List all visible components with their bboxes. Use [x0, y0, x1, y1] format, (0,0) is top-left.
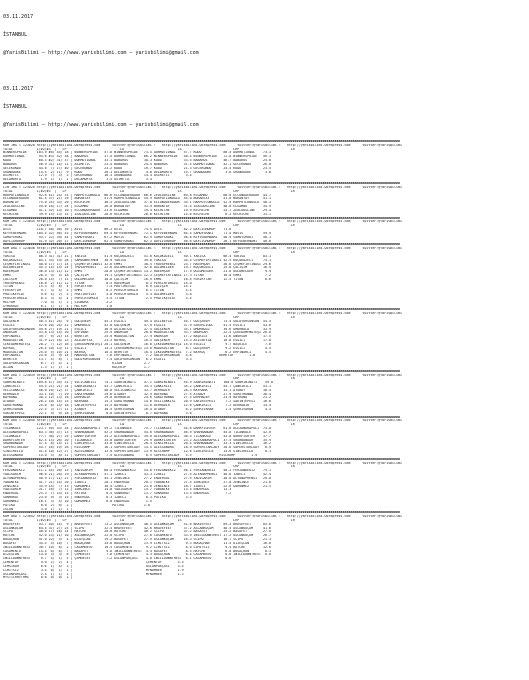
- listing-line: TOTAL 1/#2/#3 | LP LA LS LRP LR: [3, 518, 295, 522]
- listing-line: ŞEHRIVARAN 22.5 3/ 17/ 11 | ATABOY 10.5 ŞEHRIVARAN 10.4 ATABOY 6.2 ŞEHRIVARAN 1.5 ŞEHRIVARAN 4.5: [3, 407, 271, 411]
- listing-line: TOTAL 1/#2/#3 | LP LA LS LRP LR: [3, 465, 295, 469]
- listing-line: TRUVAPRENSI 16.0 2/ 11/ 12 | TITAN 8.5 HAEEMŞAH 8.3 PERSCHTOHGLU 14.0: [3, 281, 192, 285]
- listing-line: ONURSAH 43.8 13/ 14/ 20 | ERPİNAR 25.9 ONURSAH 28.8 MADOSULTAN 33.7 ONURSAH 22.4 ÇEKEDÖMEMATEŞİ 26.0: [3, 331, 271, 335]
- listing-line: BİJAN 1.3 1/ 1/ 1 | KAÇERİP 1.7: [3, 365, 150, 369]
- listing-line: TOTAL 1/#2/#3 | LP LA LS LRP LR: [3, 423, 295, 427]
- listing-line: DİZEŞLAN 14.0 3/ 3/ 6 | ÇEMENTAY 7.6 ÇEMENTAY 4.3 BOĞAÇHAN 6.4 CASAMENTO 6.6 IWILLDOWNTHEST 6.8: [3, 553, 271, 557]
- section-separator: ########################################################################################################################################################################################################: [3, 182, 400, 186]
- listing-line: TOTAL 1/#2/#3 | LP LA LS LRP LR: [3, 251, 295, 255]
- listing-line: TOTAL 1/#2/#3 | LP LA LS LRP LR: [3, 147, 295, 151]
- header-repeat-source-line: @YarisBilimi — http://www.yarisbilimi.com — yarisbilimi@gmail.com: [3, 122, 199, 128]
- listing-line: TOTAL 1/#2/#3 | LP LA LS LRP LR: [3, 189, 295, 193]
- listing-line: DORMOTIONAL 94.6 #3/ 42/ 38 | BABAROS 37.5 DORMOTIONAL 66.2 WINNERSPRIDE 48.5 WINNERSPRIDE 72.8 WINNERSPRIDE 56.3: [3, 155, 271, 159]
- listing-line: YABANIKE 41.7 21/ 14/ 20 | İZBELİ 28.1 ENDERGÜL 28.1 YABANIKE 27.5 ZENGİNCE 27.8 ZENGİNCE 21.6: [3, 480, 271, 484]
- listing-line: CEMSIRAH 6.6 1/ 4/ 3 | ASLANPARÇASI 3.5: [3, 564, 184, 568]
- listing-line: FERIKYTAH 9.7 3/ 4/ 5 | EMMI 6.2 PERSCHTOHGLU 6.1 TITAN 4.4: [3, 289, 192, 293]
- listing-line: WINNERSPRIDE 103.9 #6/ 45/ 18 | WINNERSPRIDE 57.6 WINNERSPRIDE 73.5 DORMOTIONAL 57.7 KUDO 80.5 DORMOTIONAL 73.3: [3, 151, 271, 155]
- race-results-listing: [3, 140, 526, 580]
- listing-line: ÇEKEDÖMEMATEŞİ 28.2 7/ 12/ 16 | ÇEKEDÖMEMATEŞİ 20.1 GULŞENİM 16.0 ÇEKEDÖMEMATEŞİ 15.0 ESGİLİ 9.7 BAŞKİLE 7.6: [3, 342, 271, 346]
- listing-line: ÇEŞMEFIRTINASI 48.0 17/ 17/ 14 | ÇEŞMEFIRTINASI 32.6 EMMI 38.5 TRUVAPRENSI 23.7 HAEEMŞAH 26.6 ÇEŞMEFIRTINASI 29.6: [3, 262, 271, 266]
- listing-line: DELAMORTA 1.9 1/ 1/ 1 | DELAMORTA 3.5 ASİMETİC 3.4: [3, 178, 152, 182]
- listing-line: DARKFIGHTER 62.4 15/ 26/ 20 | TILANKALE 34.0 DARKFIGHTER 29.9 DARKFIGHTER 23.2 ALEXANDRAPOLI 37.5 SHAHBANDAR 35.9: [3, 438, 271, 442]
- listing-line: PRATIKEVIAT 9.6 4/ 2/ 5 | PRATIKEVIAT 5.8 PERSCHTOHGLU 5.4 OGLUMELDER 3.8: [3, 293, 192, 297]
- listing-line: KUM 1MG = 123035 http://yarisbilimi.wordpress.com twitter:@YarisBilimi : http://yarisbilimi.wordpress.com twitter:@YarisBilimi : http://yarisbilimi.wordpress.com twitter:@YarisBilimi: [3, 220, 402, 224]
- listing-line: GRANDDUKE 14.5 2/ 11/ 9 | KUDO 20.1 DELAMORTA 4.8 DELAMORTA 15.7 GRANDDUKE 3.6 GRANDDUKE 3.6: [3, 170, 271, 174]
- listing-line: HAEEMŞAH 36.0 13/ 11/ 12 | EMMI 20.0 ÇEŞMEFIRTINASI 13.2 HAEEMŞAH 17.9 OGLUMELDER 21.6 OGLUMELDER 9.9: [3, 270, 271, 274]
- listing-line: GÜLÜYORSUNSUNDÜR 49.6 27/ 19/ 21 | ESGİLİ 36.9 ASİLBEYZA 37.5 GULŞENİM 35.1 ÖMÜRBOLÜ 39.6 ÖMÜRBOLÜ 33.9: [3, 327, 271, 331]
- listing-line: BERKTİR 13.7 4/ 6/ 7 | GÜLÜYORSUNSUN 7.4 GÜLÜYORSUNSUN 6.2 ESGİLİ 3.3: [3, 358, 192, 362]
- listing-line: DAYLIGHDROP 51.9 32/ 20/ 17 | DAYLIGHDROP 62.4 SAMOYSRAKI 62.3 DAYLIGHDROP 46.6 DAYLIGHDROP 26.1 KEYVEBERNAMI 40.0: [3, 239, 271, 243]
- listing-line: KUM ARA = 123036 http://yarisbilimi.wordpress.com twitter:@YarisBilimi : http://yarisbilimi.wordpress.com twitter:@YarisBilimi : http://yarisbilimi.wordpress.com twitter:@YarisBilimi: [3, 247, 402, 251]
- listing-line: SAMOYSRAKI 93.7 22/ 39/ 44 | SAMOYSRAKI 67.2 MAVIS 62.9 SAMOYSRAKI 56.6 KEYVEBERNAMI 58.9 SAMOYSRAKI 56.1: [3, 235, 271, 239]
- listing-line: BAYRANA 30.3 12/ 13/ 16 | DERHADIR 29.0 DERHADIR 24.6 SARATHONNA 27.5 DERHADIR 23.9 BAYRANA 21.2: [3, 396, 271, 400]
- listing-line: BAYKOÇ 26.4 10/ 13/ 11 | ESGİLİ 14.3 ÇEKEDÖMEMATEŞİ 13.8 MADOSULTAN 8.7 GULŞENİM 9.2 ESGİLİ 4.5: [3, 346, 271, 350]
- listing-line: GÖRÜNMEZ 16.1 3/ 4/ 10 | GÖRÜNMEZ 6.0 ENDERGÜL 1.5: [3, 499, 152, 503]
- listing-line: MADOSULTAN 31.9 12/ 16/ 13 | ASİLBEYZA 23.3 BAYKOÇ 16.5 GULŞENİM 15.3 ASİLBEYZA 10.8 ESGİLİ 17.0: [3, 339, 271, 343]
- listing-line: KUM ARA = 123042 http://yarisbilimi.wordpress.com twitter:@YarisBilimi : http://yarisbilimi.wordpress.com twitter:@YarisBilimi : http://yarisbilimi.wordpress.com twitter:@YarisBilimi: [3, 515, 402, 519]
- header-repeat-city: İSTANBUL: [3, 104, 28, 110]
- listing-line: KUDO 60.3 #2/ 31/ 37 | DORMOTIONAL 33.1 BABAROS 38.3 KUDO 33.5 BABAROS 46.7 BABAROS 25.8: [3, 159, 271, 163]
- listing-line: ENDERGÜL 25.3 7/ 15/ 15 | PATIKA 8.5 SONHURAT 13.7 SONHURAT 13.3 ENDERGÜL 7.2: [3, 492, 232, 496]
- listing-line: KUM ARA = 123040 http://yarisbilimi.wordpress.com twitter:@YarisBilimi : http://yarisbilimi.wordpress.com twitter:@YarisBilimi : http://yarisbilimi.wordpress.com twitter:@YarisBilimi: [3, 419, 402, 423]
- listing-line: OGLUMELDER 45.3 14/ 15/ 24 | TRUVAPRENSI 22.8 OGLUMELDER 32.6 OGLUMELDER 19.7 KÜÇÜKÜZELİ 25.6 ÇALIŞIM 16.9: [3, 266, 271, 270]
- listing-line: TILANKALE 77.7 36/ 27/ 25 | DARKFIGHTER 34.2 ALEXANDRAPOLI 39.0 ALEXANDRAPOLI 38.5 TILANKALE 43.0 DARKFIGHTER 37.7: [3, 434, 271, 438]
- listing-line: BRAVEFEET 93.7 40/ 14/ 9 | BRAVEFEET 73.2 ASLANKOÇUM 46.5 ASLANKOÇUM 51.6 BRAVEFEET 89.3 BRAVEFEET 85.6: [3, 522, 271, 526]
- listing-line: SAKİNTEPESİ 22.1 9/ 9/ 18 | ŞEHRIVARAN 8.8 SAKİNTEPESİ 8.7 BAYRANA 3.6: [3, 411, 192, 415]
- listing-line: VELİCANKİSİ 56.0 16/ 12/ 37 | ÇANKIRILI 48.0 VELİCANKİSİ 33.7 DERHADIR 28.3 BAYRANA 33.1 ATABOY 30.4: [3, 388, 271, 392]
- listing-line: MYSTICRHYTHMS 0.6 0/ 0/ 1 |: [3, 576, 73, 580]
- listing-line: IWILLDOWNTHEST 30.7 10/ 8/ 2 | CASAMENTO 10.5 CASAMENTO 9.2 LİMITSİZ 8.9 LİMITSİZ 9.5 HATCHE 12.6: [3, 545, 271, 549]
- listing-line: ZEALOUSLINE 59.6 18/ 17/ 24 | ELGAMBO 26.0 BORANTAY 33.9 BORANTAY 31.4 ZEALOUSLINE 48.8 ELGAMBO 34.9: [3, 205, 271, 209]
- section-separator: ########################################################################################################################################################################################################: [3, 415, 400, 419]
- listing-line: BORANTAY 75.0 24/ 33/ 20 | KECHICHE 38.5 ZEALOUSLINE 37.8 ELCONQUERADOR 35.1 HARPUTLUNOĞLU 52.9 HARPUTLUNOĞLU 40.3: [3, 201, 271, 205]
- listing-line: FERZANDEKIZ 111.1 45/ 26/ 15 | YADIGARIM 68.4 FERZANDEKIZ 54.0 FERZANDEKIZ 56.1 FERZANDEKIZ 50.2 FERZANDEKIZ 75.1: [3, 469, 271, 473]
- listing-line: PATIKA 6.0 2/ 0/ 2 | PATIKA 1.0: [3, 503, 150, 507]
- listing-line: SABRİNİNATI 109.8 47/ 34/ 31 | VELİCANKİSİ 74.1 SABRİNİNATI 47.1 SABRİNİNATI 54.9 SABRİNİNATI 100.0 SABRİNİNATI 59.0: [3, 381, 273, 385]
- listing-line: ÇEMENTAY 9.0 2/ 2/ 4 | ÇEMENTAY 4.5: [3, 561, 184, 565]
- listing-line: SCIPO 48.0 17/ 16/ 14 | HATCHE 28.0 HATCHE 40.2 SCIPO 37.2 BASAFET 25.2 BASAFET 27.0: [3, 530, 271, 534]
- listing-line: TILANKALE 123.7 50/ 33/ 35 | ALEXANDRAPOLI 59.2 TILANKALE 75.7 TILANKALE 54.6 DARKFIGHTER 61.8 ALEXANDRAPOLI 75.0: [3, 427, 271, 431]
- listing-line: BASAFET 34.5 5/ 10/ 7 | BOĞAÇHAN 14.8 BOĞAÇHAN 13.9 LİMITSİZ 9.3 BOĞAÇHAN 11.5 DİZEŞLAN 16.8: [3, 541, 271, 545]
- listing-line: İSLAN 3.0 1/ 1/ 1 |: [3, 507, 73, 511]
- results-document: [3, 2, 526, 678]
- section-separator: ########################################################################################################################################################################################################: [3, 308, 400, 312]
- listing-line: CİM 1MG = 123028 http://yarisbilimi.wordpress.com twitter:@YarisBilimi : http://yarisbilimi.wordpress.com twitter:@YarisBilimi : http://yarisbilimi.wordpress.com twitter:@YarisBilimi: [3, 185, 402, 189]
- listing-line: LİMITSİZ 3.4 0/ 1/ 1 | MYNUMBER 1.9: [3, 568, 184, 572]
- header-city: İSTANBUL: [3, 32, 28, 38]
- listing-line: SARATHONNA 25.0 8/ 14/ 18 | SAKİNTEPESİ 14.5 BAYRANA 11.0 DERHADIR 12.6 ÇANKIRILI 7.2 DERHADIR 14.4: [3, 404, 271, 408]
- listing-line: CASAMENTO 14.4 6/ 6/ 7 | BASAFET 9.6 IWILLDOWNTHEST 4.4 BASAFET 8.5 HATCHE 6.0 BOĞAÇHAN 8.3: [3, 549, 271, 553]
- listing-line: HELYUM 7.0 5/ 1/ 2 | SIGNORA 2.2: [3, 300, 113, 304]
- listing-line: GYMORRAY 6.1 1/ 1/ 4 | HELYUM 1.0: [3, 304, 113, 308]
- listing-line: BABAROS 56.9 31/ 14/ 11 | ASİMETİC 23.4 BABAROS 24.4 BABAROS 31.5 DORMOTIONAL 42.1 GECEKONDU 26.0: [3, 162, 271, 166]
- listing-line: BOĞAÇHAN 41.0 22/ 5/ 4 | DİZEŞLAN 19.2 BASAFET 27.5 ASLANKOÇUM 16.3 SCIPO 16.7 SCIPO 21.3: [3, 538, 271, 542]
- section-separator: ########################################################################################################################################################################################################: [3, 511, 400, 515]
- document-header-repeat: [3, 74, 526, 140]
- listing-line: ELCONQUERADOR 81.4 37/ 21/ 29 | BORANTAY 51.9 HARPUTLUNOĞLU 54.9 HARPUTLUNOĞLU 55.0 BORANTAY 51.0 BORANTAY 41.1: [3, 197, 271, 201]
- listing-line: SHAHBANDAR 57.4 8/ 14/ 11 | SINSIRELLA 33.8 SINSIRELLA 28.4 SINSIRELLA 20.4 SHAHBANDAR 33.3 SINSIRELLA 16.2: [3, 442, 271, 446]
- section-separator: ########################################################################################################################################################################################################: [3, 140, 400, 143]
- listing-line: DERHADIR 33.1 10/ 7/ 29 | SARATHONNA 29.6 ATABOY 32.9 BAYRANA 27.5 ATABOY 27.9 SARATHONNA 30.4: [3, 392, 271, 396]
- header-source-line: @YarisBilimi — http://www.yarisbilimi.com — yarisbilimi@gmail.com: [3, 50, 199, 56]
- listing-line: KUM ARA = 123039 http://yarisbilimi.wordpress.com twitter:@YarisBilimi : http://yarisbilimi.wordpress.com twitter:@YarisBilimi : http://yarisbilimi.wordpress.com twitter:@YarisBilimi: [3, 373, 402, 377]
- listing-line: KUM ARA = 123038 http://yarisbilimi.wordpress.com twitter:@YarisBilimi : http://yarisbilimi.wordpress.com twitter:@YarisBilimi : http://yarisbilimi.wordpress.com twitter:@YarisBilimi: [3, 312, 402, 316]
- listing-line: KÜÇÜKÜZELİ 84.1 33/ 19/ 28 | SAMSONKEYMEN 30.9 YAKISA 39.0 YAKISA 34.4 CESMEFIRTINASI 42.5 KÜÇÜKÜZELİ 74.1: [3, 258, 271, 262]
- listing-line: YADIGARIM 31.7 16/ 7/ 11 | ZENGİNCE 14.0 YADIGARIM 14.7 YABANIKE 13.5 ENDERGÜL 13.3: [3, 488, 232, 492]
- listing-line: ESGİLİ 52.6 26/ 24/ 22 | ÖMÜRBOLÜ 42.0 GULŞENİM 47.9 ESGİLİ 37.9 SEKERLİGÖL 41.5 ESGİLİ 43.0: [3, 323, 271, 327]
- listing-line: HATCHE 42.0 23/ 11/ 10 | ASLANKOÇUM 22.0 SCIPO 27.0 CASAMENTO 33.9 IWILLDOWNTHEST 17.2 ASLANKOÇUM 26.7: [3, 534, 271, 538]
- listing-line: ASİMETİC 12.9 7/ 3/ 2 | GECEKONDU 16.3 GRANDDUKE 14.4 ASİMETİC 3.4: [3, 174, 192, 178]
- listing-line: SINSIRELLA 51.4 10/ 12/ 27 | ALESSANDRA 13.9 SUPERSTARLADY 13.9 RISCHAMP 12.6 SINSIRELLA 14.6 SINSIRELLA 8.1: [3, 450, 271, 454]
- listing-line: TOTAL 1/#2/#3 | LP LA LS LRP LR: [3, 316, 295, 320]
- listing-line: ÇANKIRILI 59.5 21/ 21/ 14 | SABRİNİNATI 53.7 ÇANKIRILI 34.3 ÇANKIRILI 34.2 ÇANKIRILI 54.7 ÇANKIRILI 53.1: [3, 385, 271, 388]
- section-separator: ########################################################################################################################################################################################################: [3, 457, 400, 461]
- listing-line: GECEKONDU 44.6 7/ 17/ 40 | GECEKONDU 23.2 KUDO 19.7 KUDO 21.3 GECEKONDU 24.5 KUDO 23.5: [3, 166, 271, 170]
- listing-line: ÇALIŞIM 26.0 14/ 7/ 11 | OGLUMELDER 18.8 ÇALIŞIM 10.9 EMMI 16.4 FERIKYTAH 12.5 TITAN 6.6: [3, 277, 271, 281]
- listing-line: AVIS 110.7 48/ 30/ 39 | AVIS 86.2 AVIS 74.5 AVIS 82.2 DAYLIGHDROP 71.6: [3, 228, 232, 232]
- listing-line: EMMI 26.3 9/ 5/ 18 | ÇALIŞIM 19.1 ÇEŞMEFIRTINASI 12.3 ÇEŞMEFIRTINASI 17.3 TITAN 16.0 EMMI 7.2: [3, 273, 271, 277]
- listing-line: ERPİNARLI 39.7 9/ 21/ 15 | BERKTİR 25.9 MADOSULTAN 27.9 ONURSAH 17.2 BAŞKİLE 11.6 ONURSAH 17.5: [3, 335, 271, 339]
- listing-line: ALYANAPRENSI 48.9 17/ 11/ 21 | FERZANDEKIZ 45.1 ZENGİNCE 27.2 ENDERGÜL 27.5 YADIGARIM 38.0 ALYANAPRENSI 29.8: [3, 476, 271, 480]
- listing-line: TOTAL 1/#2/#3 | LP LA LS LRP LR: [3, 377, 295, 381]
- listing-line: ASLANKOÇUM 64.5 37/ 27/ 25 | SCIPO 32.5 BRAVEFEET 42.8 BRAVEFEET 37.2 ASLANKOÇUM 48.5 ASLANKOÇUM 41.6: [3, 526, 271, 530]
- section-separator: ########################################################################################################################################################################################################: [3, 369, 400, 373]
- listing-line: IWILLDOWNTHEST 9.7 4/ 1/ 5 | ÇEMENTAY 7.2 ASLANPARÇASI 4.0 IWILLDOWNTHEST 6.1 CASAMENTO 6.6: [3, 557, 232, 561]
- listing-line: KUM ARA = 123041 http://yarisbilimi.wordpress.com twitter:@YarisBilimi : http://yarisbilimi.wordpress.com twitter:@YarisBilimi : http://yarisbilimi.wordpress.com twitter:@YarisBilimi: [3, 461, 402, 465]
- listing-line: PERSCHTOHGLU 8.3 3/ 4/ 4 | PERSCHTOHGLU 3.5 TITAN 2.5 PRATIKEVIAT 3.4: [3, 296, 192, 300]
- section-separator: ########################################################################################################################################################################################################: [3, 216, 400, 220]
- listing-line: ASLANPARÇASI 2.4 1/ 1/ 1 | MYNUMBER 1.3: [3, 572, 184, 576]
- listing-line: TOTAL 1/#2/#3 | LP LA LS LRP LR: [3, 224, 295, 228]
- listing-line: KEYVEBERNAMI 104.4 32/ 46/ 53 | KEYVEBERNAMI 69.4 KEYVEBERNAMI 72.1 KEYVEBERNAMI 64.4 SAMOYSRAKI 71.5 MAVIS 59.9: [3, 231, 271, 235]
- listing-line: KECHICHE 39.9 15/ 13/ 15 | ZEALOUSLINE 20.6 KECHICHE 20.6 KECHICHE 15.6 KECHICHE 6.2 KECHICHE 33.1: [3, 212, 271, 216]
- document-header: [3, 2, 526, 68]
- section-separator: ########################################################################################################################################################################################################: [3, 243, 400, 247]
- listing-line: ZENGİNCE 35.9 14/ 7/ 13 | GÖRÜNMEZ 18.5 İZBELİ 23.0 ZENGİNCE 18.7 İZBELİ 22.6 GÖRÜNMEZ 21.5: [3, 484, 271, 488]
- header-date: 03.11.2017: [3, 14, 34, 20]
- listing-line: ALESSANDRA 14.0 5/ 8/ 11 | SUPERSTARLADY 7.5 ALESSANDRA 6.5 SUPERSTARLADY 4.5 RISCHAMP 1.9: [3, 453, 258, 457]
- header-repeat-date: 03.11.2017: [3, 86, 34, 92]
- listing-line: ATABOY 28.2 10/ 14/ 15 | BAYRANA 15.3 SARATHONNA 14.6 VELİCANKİSİ 20.9 SAKİNTEPESİ 7.2 SAKİNTEPESİ 16.6: [3, 400, 271, 404]
- listing-line: ERPİNARLI 24.6 5/ 9/ 14 | MADOSULTAN 7.6 ERPİNARLI 7.2 GÜLÜYORSUNSUN 4.6 BERKTİR 1.6: [3, 354, 256, 358]
- listing-line: GÜLÜYORSUNSUN 8.7 2/ 4/ 2 | KIJAN 2.7: [3, 362, 150, 366]
- listing-line: ELGAMBO 41.1 32/ 13/ 10 | ELCONQUERADOR 23.6 ELGAMBO 19.4 KECHICHE 19.9 KECHICHE 25.7 ZEALOUSLINE 29.4: [3, 208, 271, 212]
- listing-line: YAKISA 86.3 31/ 31/ 21 | YAKISA 51.9 KÜÇÜKÜZELİ 51.0 KÜÇÜKÜZELİ 50.1 YAKISA 66.4 YAKISA 83.1: [3, 254, 271, 258]
- listing-line: SONHURAT 23.0 9/ 3/ 15 | ENDERGÜL 6.3 İZBELİ 8.3 PATIKA 3.3: [3, 496, 192, 500]
- listing-line: KUM 1MG = 123028 http://yarisbilimi.wordpress.com twitter:@YarisBilimi : http://yarisbilimi.wordpress.com twitter:@YarisBilimi : http://yarisbilimi.wordpress.com twitter:@YarisBilimi: [3, 143, 402, 147]
- listing-line: SUPERSTARLADY 54.7 16/ 19/ 28 | RISCHAMP 16.1 SUPERSTARLADY 14.5 ALESSANDRA 18.9 SUPERSTARLADY 20.6 SUPERSTARLADY 8.9: [3, 446, 271, 450]
- listing-line: GULŞENİM 58.3 41/ 24/ 9 | GULŞENİM 45.1 ESGİLİ 49.4 ASİLBEYZA 54.7 GULŞENİM 73.4 GÜLÜYORSUNSUN 54.5: [3, 319, 271, 323]
- listing-line: YADIGARIM 96.6 21/ 26/ 19 | ALYANAPRENSI 47.1 İZBELİ 43.3 İZBELİ 27.5 ALYANAPRENSI 48.6 İZBELİ 42.4: [3, 473, 271, 477]
- listing-line: TITAN 15.3 4/ 6/ 4 | FERIKYTAH 7.4 PRATIKEVIAT 6.9 ÇALIŞIM 14.1: [3, 285, 192, 289]
- listing-line: MADOSULTAN 25.0 5/ 10/ 21 | BAYKOÇ 10.5 BERKTİR 10.4 ÇEKEDÖMEMATEŞİ 7.2 BAYKOÇ 6.2 ERPİNARLI 4.5: [3, 350, 271, 354]
- listing-line: HARPUTLUNOĞLU 92.6 41/ 25/ 31 | HARPUTLUNOĞLU 66.6 ELCONQUERADOR 66.6 ZEALOUSLINE 69.8 ELGAMBO 60.0 ELCONQUERADOR 44.7: [3, 193, 271, 197]
- listing-line: ALEXANDRAPOLI 83.3 36/ 37/ 13 | SHAHBANDAR 52.3 SHAHBANDAR 54.6 SHAHBANDAR 46.9 SHAHBANDAR 44.8 TILANKALE 42.0: [3, 430, 271, 434]
